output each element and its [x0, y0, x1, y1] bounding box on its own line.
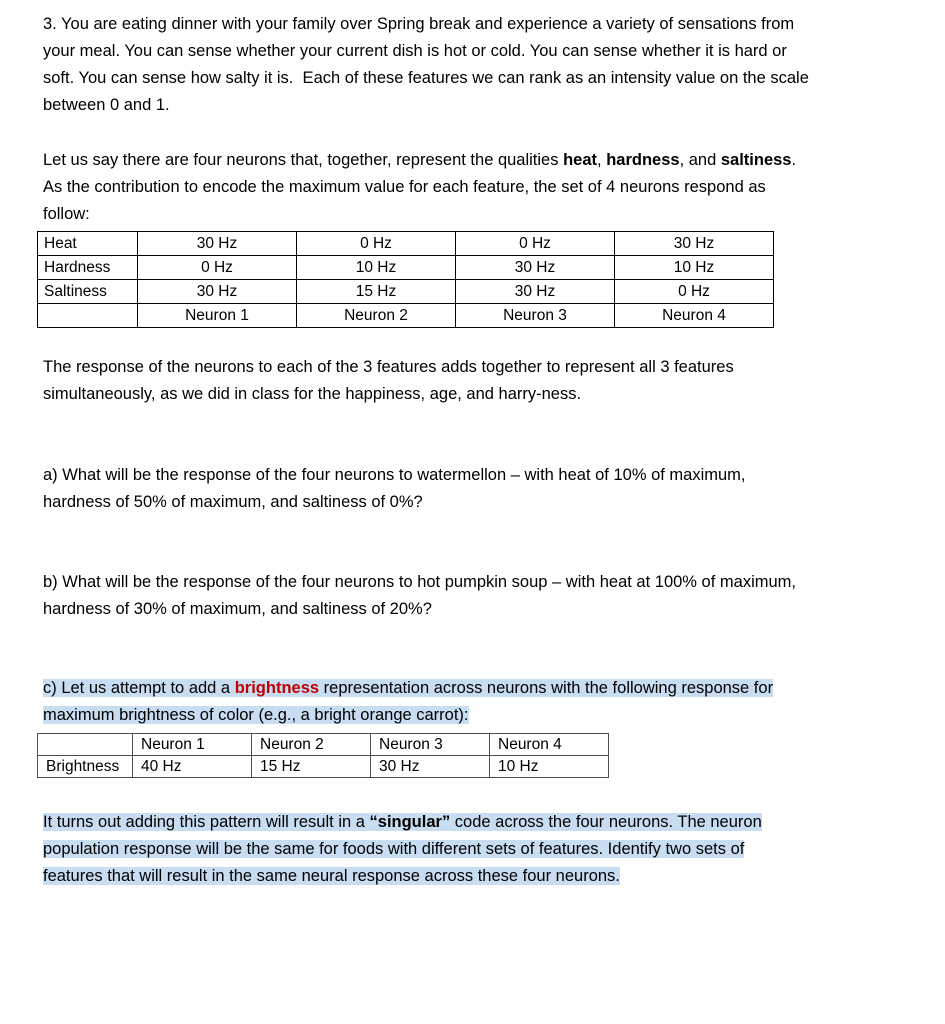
- text-line: [43, 462, 905, 489]
- bold-heat-text: heat: [563, 151, 598, 169]
- text-segment: .: [791, 151, 797, 169]
- text-segment: a) What will be the response of the four neurons to watermellon – with heat of 10% of maximum,: [43, 466, 746, 484]
- table-cell: 0 Hz: [297, 232, 456, 256]
- table-cell: 15 Hz: [252, 756, 371, 778]
- text-segment: follow:: [43, 205, 90, 223]
- conclusion-paragraph: [43, 809, 905, 890]
- text-segment: As the contribution to encode the maximum value for each feature, the set of 4 neurons respond as: [43, 178, 766, 196]
- intro-paragraph: [43, 11, 905, 119]
- table-cell: 30 Hz: [456, 280, 615, 304]
- table-cell: Neuron 3: [456, 304, 615, 328]
- question-a-paragraph: [43, 462, 905, 516]
- text-segment: hardness of 50% of maximum, and saltiness of 0%?: [43, 493, 423, 511]
- text-segment: b) What will be the response of the four neurons to hot pumpkin soup – with heat at 100% of maximum,: [43, 573, 796, 591]
- table-cell: 0 Hz: [456, 232, 615, 256]
- table-cell: 30 Hz: [138, 232, 297, 256]
- table-cell: Hardness: [38, 256, 138, 280]
- response-note-paragraph: [43, 354, 905, 408]
- table-cell: 10 Hz: [490, 756, 609, 778]
- table-row-neuron-labels: [38, 304, 774, 328]
- text-segment: The response of the neurons to each of the 3 features adds together to represent all 3 features: [43, 358, 734, 376]
- highlighted-text: [43, 679, 773, 697]
- text-line: [43, 11, 905, 38]
- highlighted-text: [43, 706, 469, 724]
- brightness-red-text: brightness: [234, 679, 320, 697]
- table-cell: 10 Hz: [615, 256, 774, 280]
- text-line: [43, 354, 905, 381]
- text-segment: c) Let us attempt to add a: [43, 679, 235, 697]
- text-segment: features that will result in the same neural response across these four neurons.: [43, 867, 620, 885]
- table-row-saltiness: [38, 280, 774, 304]
- table-row-neuron-header: [38, 734, 609, 756]
- table-cell: 30 Hz: [615, 232, 774, 256]
- table-cell: Neuron 2: [297, 304, 456, 328]
- table-cell: Neuron 2: [252, 734, 371, 756]
- text-segment: soft. You can sense how salty it is. Each of these features we can rank as an intensity value on the scale: [43, 69, 809, 87]
- text-line: [43, 675, 905, 702]
- text-segment: representation across neurons with the following response for: [319, 679, 774, 697]
- bold-hardness-text: hardness: [606, 151, 680, 169]
- table-cell: Neuron 4: [615, 304, 774, 328]
- table-row-heat: [38, 232, 774, 256]
- text-line: [43, 596, 905, 623]
- text-line: [43, 702, 905, 729]
- text-segment: It turns out adding this pattern will result in a: [43, 813, 370, 831]
- text-segment: population response will be the same for foods with different sets of features. Identify two sets of: [43, 840, 745, 858]
- highlighted-text: [43, 840, 744, 858]
- text-line: [43, 65, 905, 92]
- question-b-paragraph: [43, 569, 905, 623]
- table-cell: Brightness: [38, 756, 133, 778]
- table-cell: 40 Hz: [133, 756, 252, 778]
- text-line: [43, 836, 905, 863]
- text-line: [43, 489, 905, 516]
- table-cell: [38, 304, 138, 328]
- text-line: [43, 381, 905, 408]
- highlighted-text: [43, 813, 762, 831]
- text-segment: code across the four neurons. The neuron: [450, 813, 762, 831]
- table-row-brightness: [38, 756, 609, 778]
- table-cell: Neuron 1: [133, 734, 252, 756]
- text-line: [43, 201, 905, 228]
- text-line: [43, 38, 905, 65]
- bold-singular-text: “singular”: [369, 813, 451, 831]
- table-cell: 0 Hz: [138, 256, 297, 280]
- text-segment: Let us say there are four neurons that, together, represent the qualities: [43, 151, 564, 169]
- neuron-feature-response-table: [37, 231, 774, 328]
- question-c-paragraph: [43, 675, 905, 729]
- text-segment: 3. You are eating dinner with your family over Spring break and experience a variety of sensations from: [43, 15, 795, 33]
- text-segment: , and: [679, 151, 721, 169]
- text-line: [43, 809, 905, 836]
- text-segment: between 0 and 1.: [43, 96, 170, 114]
- text-segment: your meal. You can sense whether your current dish is hot or cold. You can sense whether it is hard or: [43, 42, 787, 60]
- table-cell: Heat: [38, 232, 138, 256]
- table-cell: [38, 734, 133, 756]
- table-cell: Saltiness: [38, 280, 138, 304]
- table-cell: 15 Hz: [297, 280, 456, 304]
- text-line: [43, 174, 905, 201]
- table-cell: 30 Hz: [371, 756, 490, 778]
- text-line: [43, 92, 905, 119]
- highlighted-text: [43, 867, 620, 885]
- table-cell: 30 Hz: [138, 280, 297, 304]
- table-cell: 30 Hz: [456, 256, 615, 280]
- brightness-response-table: [37, 733, 609, 778]
- setup-paragraph: [43, 147, 905, 228]
- text-line: [43, 569, 905, 596]
- text-segment: maximum brightness of color (e.g., a bright orange carrot):: [43, 706, 469, 724]
- table-cell: Neuron 1: [138, 304, 297, 328]
- text-line: [43, 863, 905, 890]
- table-cell: Neuron 3: [371, 734, 490, 756]
- text-segment: hardness of 30% of maximum, and saltiness of 20%?: [43, 600, 432, 618]
- text-segment: simultaneously, as we did in class for the happiness, age, and harry-ness.: [43, 385, 582, 403]
- table-cell: Neuron 4: [490, 734, 609, 756]
- table-row-hardness: [38, 256, 774, 280]
- text-line: [43, 147, 905, 174]
- table-cell: 10 Hz: [297, 256, 456, 280]
- text-segment: ,: [597, 151, 607, 169]
- table-cell: 0 Hz: [615, 280, 774, 304]
- bold-saltiness-text: saltiness: [720, 151, 792, 169]
